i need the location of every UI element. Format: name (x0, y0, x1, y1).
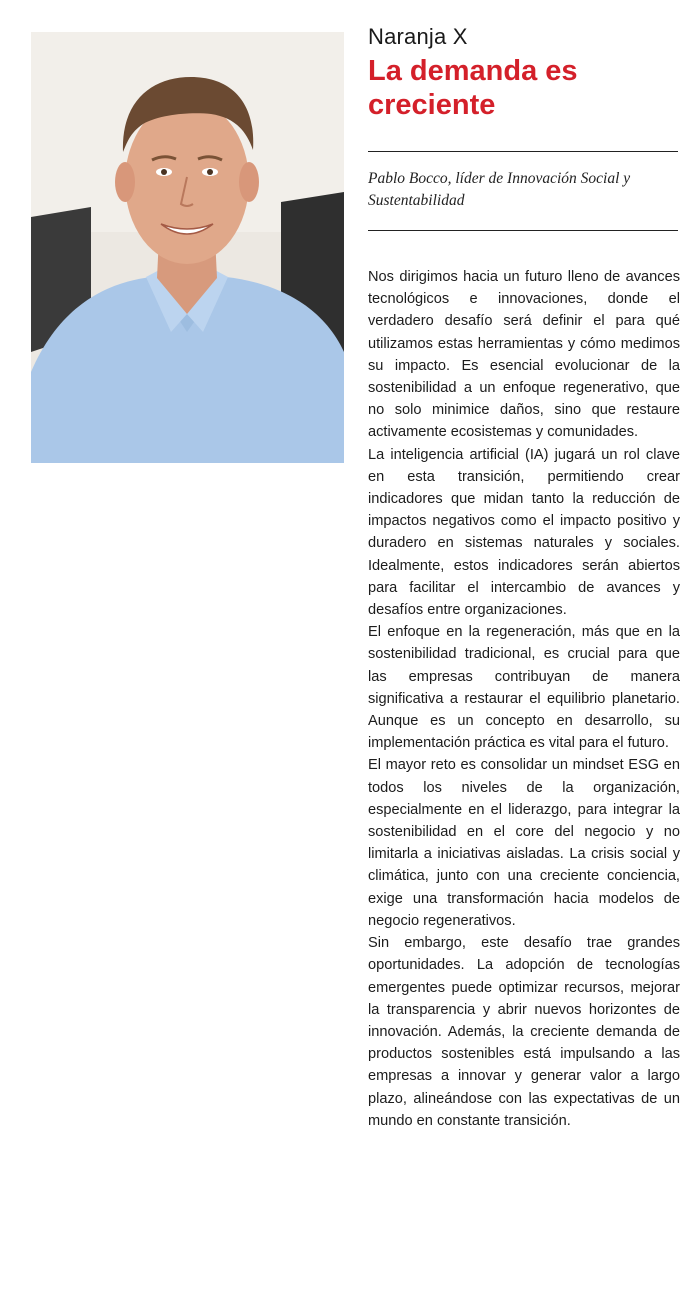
body-paragraph: Nos dirigimos hacia un futuro lleno de avances tecnológicos e innovaciones, donde el verdadero desafío será definir el para qué utilizamos estas herramientas y cómo medimos su impacto. Es esencial evolucionar de la sostenibilidad a un enfoque regenerativo, que no solo minimice daños, sino que restaure activamente ecosistemas y comunidades. (368, 269, 680, 441)
author-byline: Pablo Bocco, líder de Innovación Social y Sustentabilidad (368, 170, 631, 209)
header-block (368, 24, 678, 209)
divider-bottom (368, 230, 678, 231)
body-paragraph: El mayor reto es consolidar un mindset ESG en todos los niveles de la organización, especialmente en el liderazgo, para integrar la sostenibilidad en el core del negocio y no limitarla a iniciativas aisladas. La crisis social y climática, junto con una creciente conciencia, exige una transformación hacia modelos de negocio regenerativos. (368, 757, 680, 929)
article-body (368, 266, 680, 1132)
divider-top (368, 151, 678, 152)
company-name: Naranja X (368, 24, 468, 49)
article-title: La demanda es creciente (368, 55, 578, 121)
body-paragraph: La inteligencia artificial (IA) jugará un rol clave en esta transición, permitiendo crear indicadores que midan tanto la reducción de impactos negativos como el impacto positivo y duradero en sistemas naturales y sociales. Idealmente, estos indicadores serán abiertos para facilitar el intercambio de avances y desafíos entre organizaciones. (368, 446, 680, 619)
body-paragraph: El enfoque en la regeneración, más que en la sostenibilidad tradicional, es crucial para que las empresas contribuyan de manera significativa a restaurar el equilibrio planetario. Aunque es un concepto en desarrollo, su implementación práctica es vital para el futuro. (368, 624, 680, 752)
author-portrait-photo (31, 32, 344, 463)
body-paragraph: Sin embargo, este desafío trae grandes oportunidades. La adopción de tecnologías emergentes puede optimizar recursos, mejorar la transparencia y abrir nuevos horizontes de innovación. Además, la creciente demanda de productos sostenibles está impulsando a las empresas a innovar y generar valor a largo plazo, alineándose con las expectativas de un mundo en constante transición. (368, 935, 680, 1129)
